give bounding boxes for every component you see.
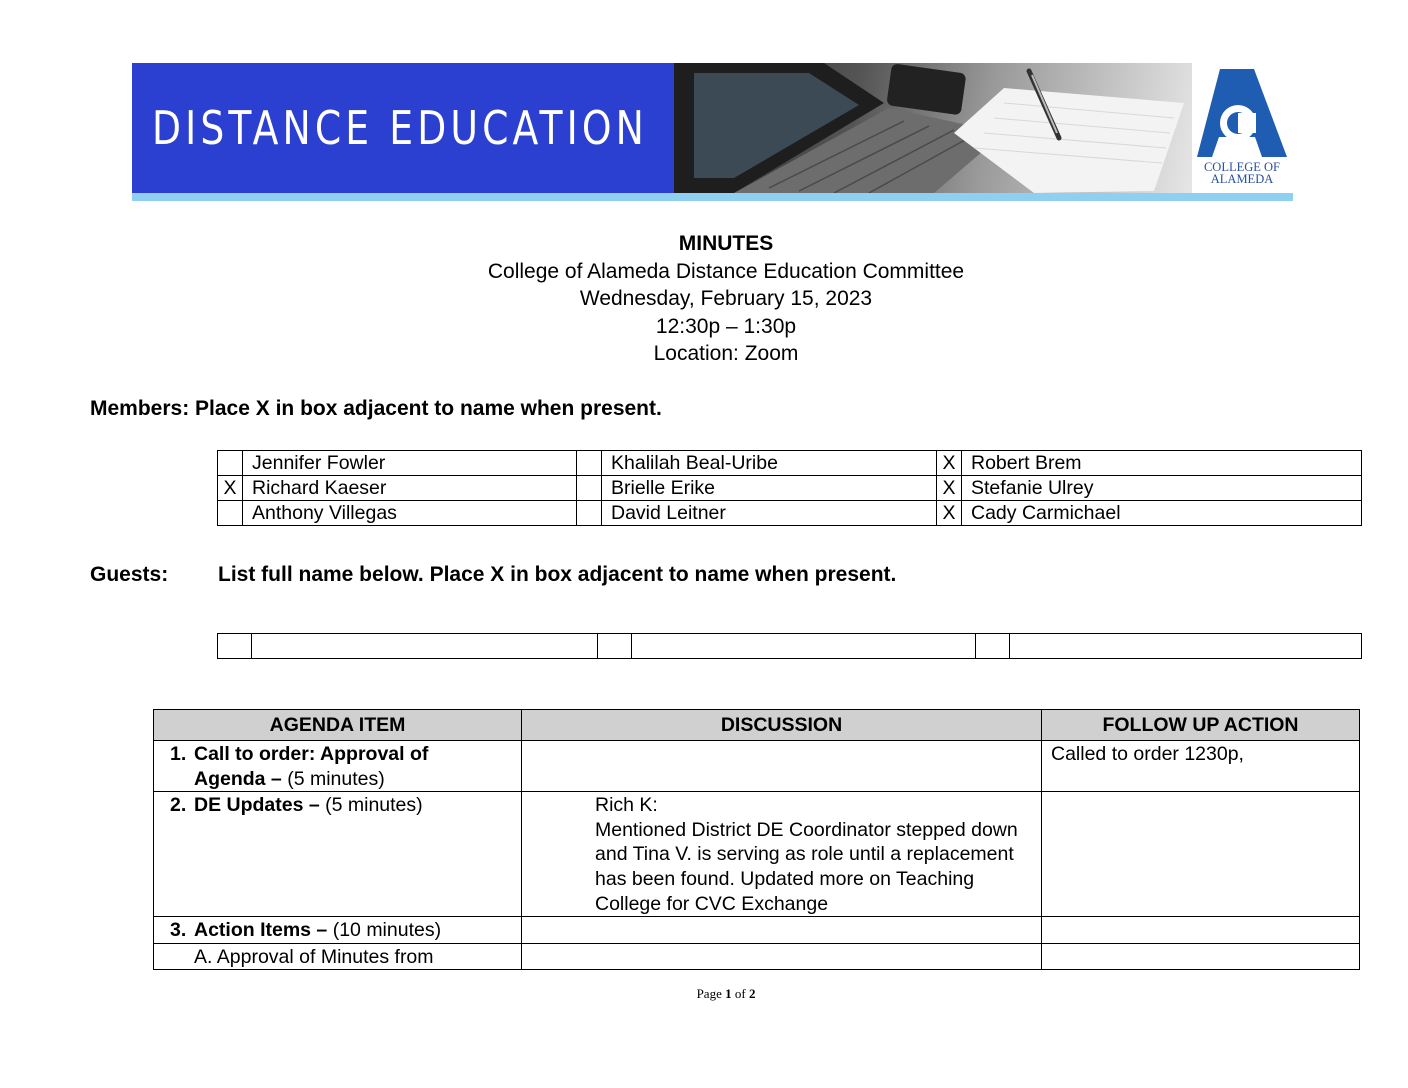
member-name: David Leitner xyxy=(602,501,937,526)
laptop-desk-image xyxy=(674,63,1192,193)
members-table xyxy=(217,450,1362,526)
attendance-mark xyxy=(218,501,243,526)
guest-name-cell xyxy=(252,634,598,659)
member-name: Jennifer Fowler xyxy=(243,451,577,476)
guest-name-cell xyxy=(1010,634,1362,659)
banner-stripe xyxy=(132,193,1293,201)
total-pages: 2 xyxy=(748,986,756,1001)
member-name: Cady Carmichael xyxy=(962,501,1362,526)
item-title-cont: Agenda – xyxy=(194,767,282,790)
discussion-speaker: Rich K: xyxy=(595,794,658,817)
attendance-mark: X xyxy=(218,476,243,501)
logo-caption xyxy=(1194,161,1290,185)
college-a-logo-icon xyxy=(1192,63,1293,163)
header-banner xyxy=(132,63,1293,201)
table-row xyxy=(218,476,1362,501)
member-name: Stefanie Ulrey xyxy=(962,476,1362,501)
guest-name-cell xyxy=(632,634,976,659)
page-number xyxy=(0,986,1408,1002)
table-row xyxy=(218,451,1362,476)
item-duration: (5 minutes) xyxy=(281,767,385,790)
item-number: 2. xyxy=(170,794,187,817)
current-page: 1 xyxy=(725,986,732,1001)
discussion-text: Mentioned District DE Coordinator stepped down and Tina V. is serving as role until a replacement has been found. Updated more on Teaching College for CVC Exchange xyxy=(595,818,1018,915)
member-name: Brielle Erike xyxy=(602,476,937,501)
column-header: AGENDA ITEM xyxy=(154,710,522,741)
agenda-item-cell xyxy=(154,792,522,917)
member-name: Robert Brem xyxy=(962,451,1362,476)
table-row xyxy=(154,741,1360,792)
page-title: MINUTES xyxy=(678,232,774,255)
followup-cell xyxy=(1042,792,1360,917)
members-label: Members: Place X in box adjacent to name when present. xyxy=(90,397,662,420)
guest-mark-cell xyxy=(976,634,1010,659)
guests-label: Guests: xyxy=(90,563,169,586)
followup-cell xyxy=(1042,943,1360,970)
attendance-mark xyxy=(577,501,602,526)
discussion-cell xyxy=(522,792,1042,917)
table-row xyxy=(218,634,1362,659)
followup-cell xyxy=(1042,917,1360,944)
attendance-mark xyxy=(577,476,602,501)
discussion-cell xyxy=(522,917,1042,944)
table-header-row xyxy=(154,710,1360,741)
meeting-location: Location: Zoom xyxy=(653,342,799,366)
attendance-mark xyxy=(577,451,602,476)
committee-name: College of Alameda Distance Education Committee xyxy=(487,259,965,283)
banner-title: DISTANCE EDUCATION xyxy=(152,101,648,155)
attendance-mark: X xyxy=(937,476,962,501)
guests-instruction: List full name below. Place X in box adjacent to name when present. xyxy=(218,563,897,586)
member-name: Anthony Villegas xyxy=(243,501,577,526)
college-logo xyxy=(1192,63,1293,193)
sub-item: A. Approval of Minutes from xyxy=(194,945,434,968)
attendance-mark: X xyxy=(937,501,962,526)
banner-laptop-photo xyxy=(674,63,1192,193)
banner-title-panel xyxy=(132,63,674,193)
table-row xyxy=(218,501,1362,526)
discussion-cell xyxy=(522,943,1042,970)
page-prefix: Page xyxy=(696,986,726,1001)
logo-line-1: COLLEGE OF xyxy=(1203,160,1281,174)
guests-table xyxy=(217,633,1362,659)
discussion-cell xyxy=(522,741,1042,792)
agenda-item-cell xyxy=(154,741,522,792)
item-title: DE Updates – xyxy=(194,794,320,817)
agenda-item-cell xyxy=(154,917,522,944)
item-duration: (10 minutes) xyxy=(327,919,442,942)
meeting-date: Wednesday, February 15, 2023 xyxy=(579,287,873,311)
member-name: Richard Kaeser xyxy=(243,476,577,501)
agenda-item-cell xyxy=(154,943,522,970)
item-number: 1. xyxy=(170,743,187,765)
item-title: Action Items – xyxy=(194,919,328,942)
attendance-mark xyxy=(218,451,243,476)
column-header: DISCUSSION xyxy=(522,710,1042,741)
item-title: Call to order: Approval of xyxy=(194,743,429,765)
guest-mark-cell xyxy=(598,634,632,659)
member-name: Khalilah Beal-Uribe xyxy=(602,451,937,476)
logo-line-2: ALAMEDA xyxy=(1210,172,1274,186)
guest-mark-cell xyxy=(218,634,252,659)
item-duration: (5 minutes) xyxy=(319,794,423,817)
table-row xyxy=(154,943,1360,970)
agenda-table xyxy=(153,709,1360,970)
table-row xyxy=(154,792,1360,917)
item-number: 3. xyxy=(170,919,187,942)
followup-cell: Called to order 1230p, xyxy=(1042,741,1360,792)
minutes-heading xyxy=(0,230,1408,368)
table-row xyxy=(154,917,1360,944)
meeting-time: 12:30p – 1:30p xyxy=(655,314,797,338)
column-header: FOLLOW UP ACTION xyxy=(1042,710,1360,741)
page-of: of xyxy=(731,986,749,1001)
attendance-mark: X xyxy=(937,451,962,476)
